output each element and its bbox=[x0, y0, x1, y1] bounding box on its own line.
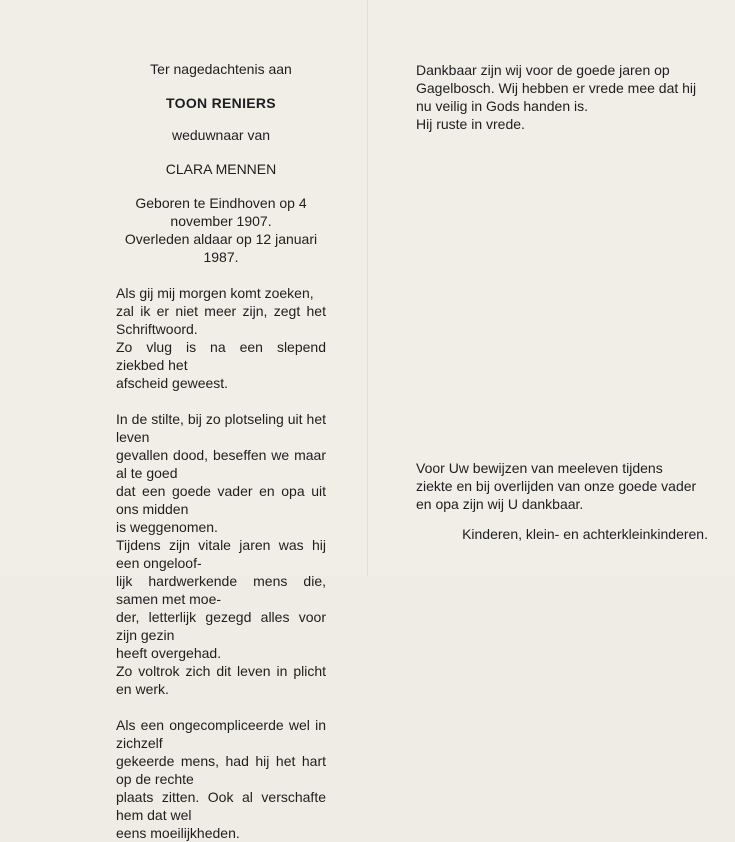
text-line: Dankbaar zijn wij voor de goede jaren op bbox=[416, 62, 670, 78]
spouse-name: CLARA MENNEN bbox=[165, 161, 277, 177]
text-line: Tijdens zijn vitale jaren was hij een ongeloof- bbox=[116, 537, 326, 571]
text-line: Zo vlug is na een slepend ziekbed het bbox=[116, 339, 326, 373]
text-line: gekeerde mens, had hij het hart op de rechte bbox=[116, 753, 326, 787]
text-line: en opa zijn wij U dankbaar. bbox=[416, 496, 584, 512]
right-top-paragraph bbox=[416, 61, 708, 133]
died-line: Overleden aldaar op 12 januari 1987. bbox=[124, 231, 318, 265]
card-fold-line bbox=[367, 0, 368, 576]
relation-text: weduwnaar van bbox=[171, 127, 271, 143]
text-line: lijk hardwerkende mens die, samen met moe- bbox=[116, 573, 326, 607]
text-line: heeft overgehad. bbox=[116, 645, 222, 661]
text-line: Als gij mij morgen komt zoeken, bbox=[116, 285, 314, 301]
born-line: Geboren te Eindhoven op 4 november 1907. bbox=[135, 195, 307, 229]
dates-block bbox=[116, 194, 326, 266]
deceased-name: TOON RENIERS bbox=[166, 95, 276, 111]
text-line: Zo voltrok zich dit leven in plicht en werk. bbox=[116, 663, 326, 697]
text-line: zal ik er niet meer zijn, zegt het Schriftwoord. bbox=[116, 303, 326, 337]
text-line: Voor Uw bewijzen van meeleven tijdens bbox=[416, 460, 663, 476]
paragraph-2 bbox=[116, 410, 326, 698]
family-signature: Kinderen, klein- en achterkleinkinderen. bbox=[462, 526, 708, 542]
text-line: afscheid geweest. bbox=[116, 375, 229, 391]
intro-text: Ter nagedachtenis aan bbox=[150, 61, 292, 77]
text-line: eens moeilijkheden. bbox=[116, 825, 240, 841]
text-line: Hij ruste in vrede. bbox=[416, 116, 525, 132]
text-line: der, letterlijk gezegd alles voor zijn gezin bbox=[116, 609, 326, 643]
left-panel bbox=[116, 60, 326, 842]
text-line: gevallen dood, beseffen we maar al te goed bbox=[116, 447, 326, 481]
text-line: Gagelbosch. Wij hebben er vrede mee dat hij bbox=[416, 80, 697, 96]
text-line: Als een ongecompliceerde wel in zichzelf bbox=[116, 717, 326, 751]
text-line: plaats zitten. Ook al verschafte hem dat wel bbox=[116, 789, 326, 823]
text-line: is weggenomen. bbox=[116, 519, 218, 535]
paragraph-1 bbox=[116, 284, 326, 392]
text-line: ziekte en bij overlijden van onze goede vader bbox=[416, 478, 697, 494]
paragraph-3 bbox=[116, 716, 326, 842]
text-line: dat een goede vader en opa uit ons midden bbox=[116, 483, 326, 517]
text-line: In de stilte, bij zo plotseling uit het leven bbox=[116, 411, 326, 445]
right-thanks-block bbox=[416, 459, 708, 543]
text-line: nu veilig in Gods handen is. bbox=[416, 98, 588, 114]
